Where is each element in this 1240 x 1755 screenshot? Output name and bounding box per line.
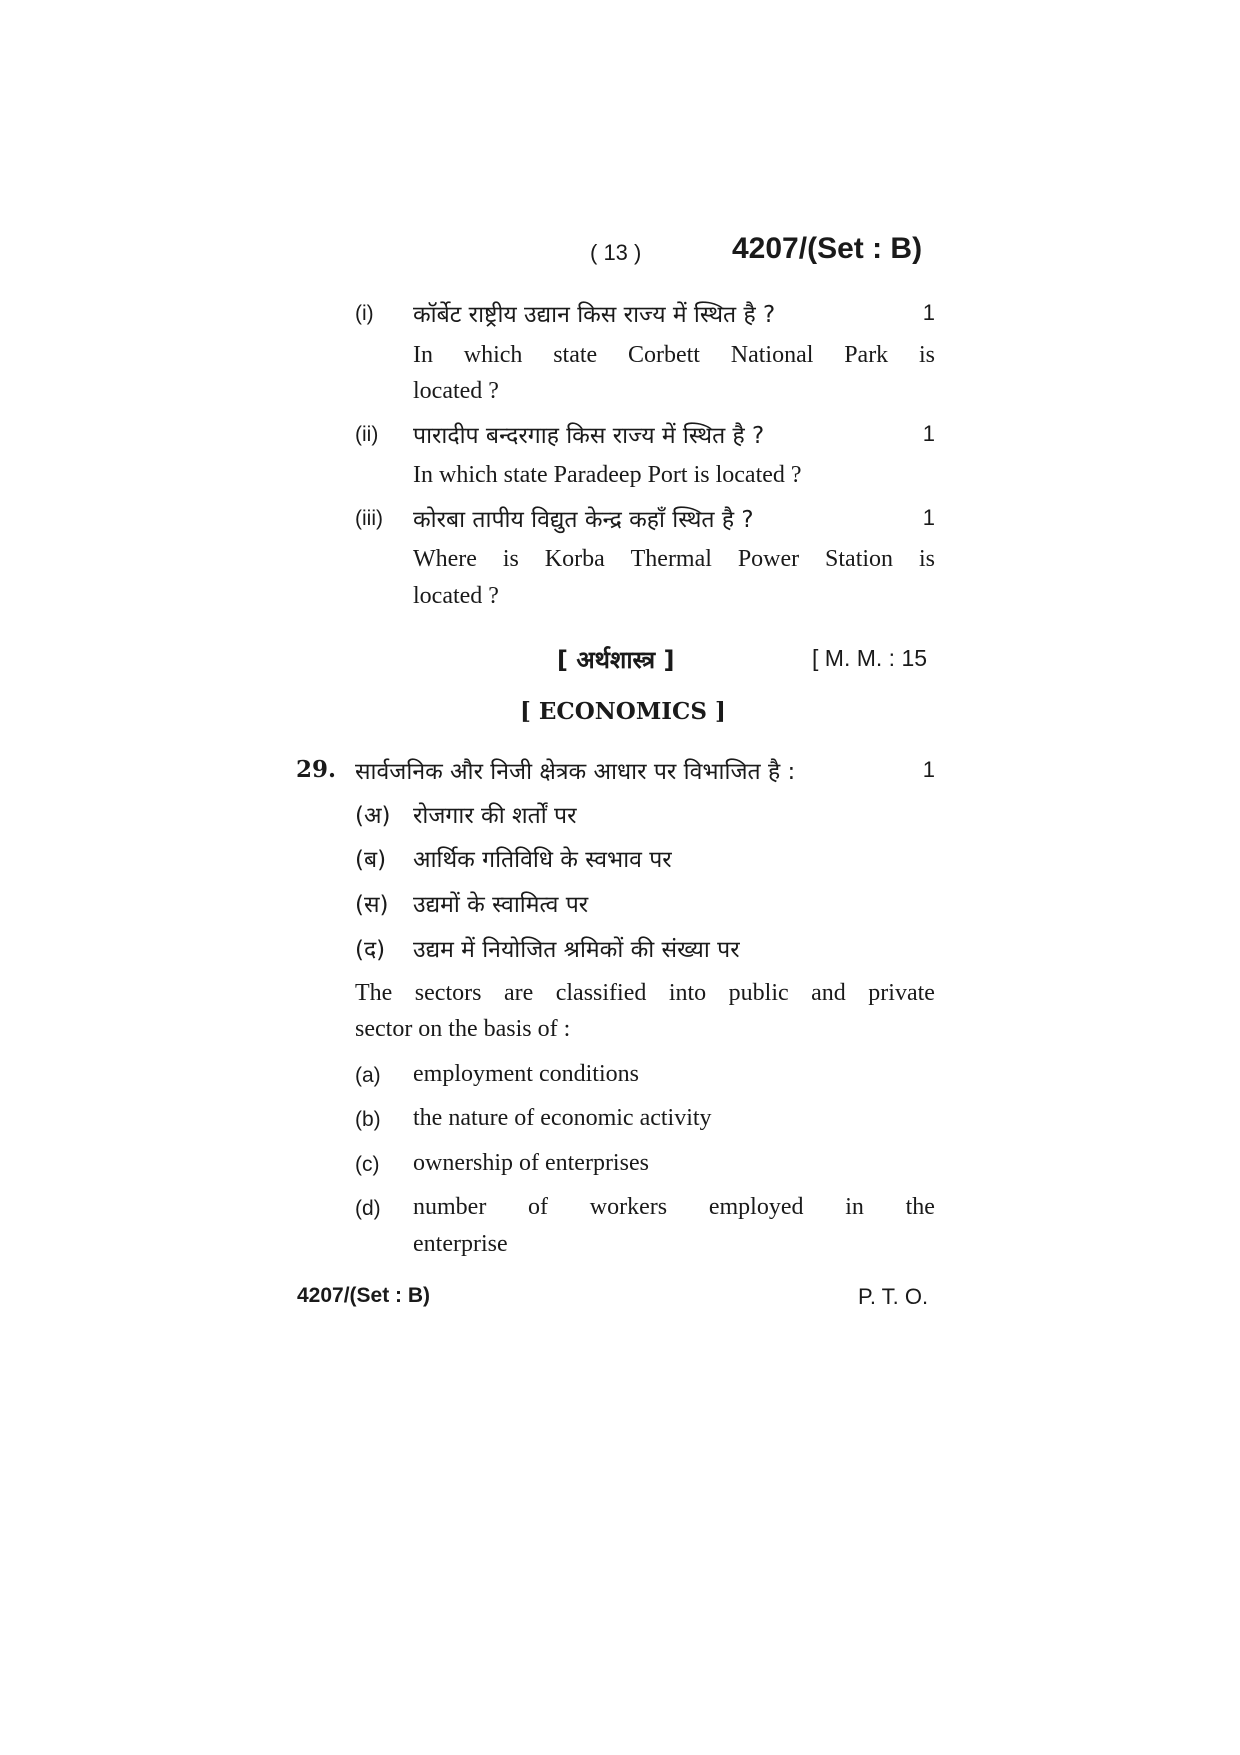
question-iii-hindi: कोरबा तापीय विद्युत केन्द्र कहाँ स्थित है ? <box>413 507 754 533</box>
hindi-option-b-text: आर्थिक गतिविधि के स्वभाव पर <box>413 847 672 873</box>
question-iii-label: (iii) <box>355 507 383 530</box>
english-option-b-text: the nature of economic activity <box>413 1105 712 1131</box>
hindi-option-d-label: (द) <box>355 937 386 963</box>
section-title-hindi: [ अर्थशास्त्र ] <box>557 646 675 674</box>
paper-code-footer: 4207/(Set : B) <box>297 1284 431 1307</box>
question-i-hindi: कॉर्बेट राष्ट्रीय उद्यान किस राज्य में स्थित है ? <box>413 302 776 328</box>
question-iii-english: Where is Korba Thermal Power Station is <box>413 546 935 572</box>
question-29-english: The sectors are classified into public and private <box>355 980 935 1006</box>
question-29-hindi: सार्वजनिक और निजी क्षेत्रक आधार पर विभाजित है : <box>355 759 796 785</box>
question-i-english: In which state Corbett National Park is <box>413 342 935 368</box>
max-marks: [ M. M. : 15 <box>812 645 928 671</box>
hindi-option-c-label: (स) <box>355 892 389 918</box>
question-ii-english: In which state Paradeep Port is located ? <box>413 462 802 488</box>
question-29-number: 29. <box>296 756 337 783</box>
question-i-marks: 1 <box>922 300 935 325</box>
question-ii-hindi: पारादीप बन्दरगाह किस राज्य में स्थित है ? <box>413 423 765 449</box>
hindi-option-a-label: (अ) <box>355 803 391 829</box>
english-option-c-label: (c) <box>355 1153 380 1176</box>
question-ii-marks: 1 <box>922 421 935 446</box>
question-29-marks: 1 <box>922 757 935 782</box>
question-29-english-cont: sector on the basis of : <box>355 1016 571 1042</box>
hindi-option-d-text: उद्यम में नियोजित श्रमिकों की संख्या पर <box>413 937 740 963</box>
english-option-b-label: (b) <box>355 1108 381 1131</box>
english-option-a-label: (a) <box>355 1064 381 1087</box>
hindi-option-a-text: रोजगार की शर्तों पर <box>413 803 577 829</box>
hindi-option-b-label: (ब) <box>355 847 387 873</box>
english-option-d-text: number of workers employed in the <box>413 1194 935 1220</box>
question-iii-english-cont: located ? <box>413 583 499 609</box>
question-i-label: (i) <box>355 302 374 325</box>
english-option-d-label: (d) <box>355 1197 381 1220</box>
english-option-d-cont: enterprise <box>413 1231 508 1257</box>
section-title-english: [ ECONOMICS ] <box>520 698 726 725</box>
hindi-option-c-text: उद्यमों के स्वामित्व पर <box>413 892 589 918</box>
question-i-english-cont: located ? <box>413 378 499 404</box>
english-option-c-text: ownership of enterprises <box>413 1150 649 1176</box>
pto-text: P. T. O. <box>858 1284 929 1309</box>
paper-code-header: 4207/(Set : B) <box>732 232 923 265</box>
english-option-a-text: employment conditions <box>413 1061 639 1087</box>
page-number: ( 13 ) <box>590 240 642 265</box>
question-iii-marks: 1 <box>922 505 935 530</box>
question-ii-label: (ii) <box>355 423 379 446</box>
